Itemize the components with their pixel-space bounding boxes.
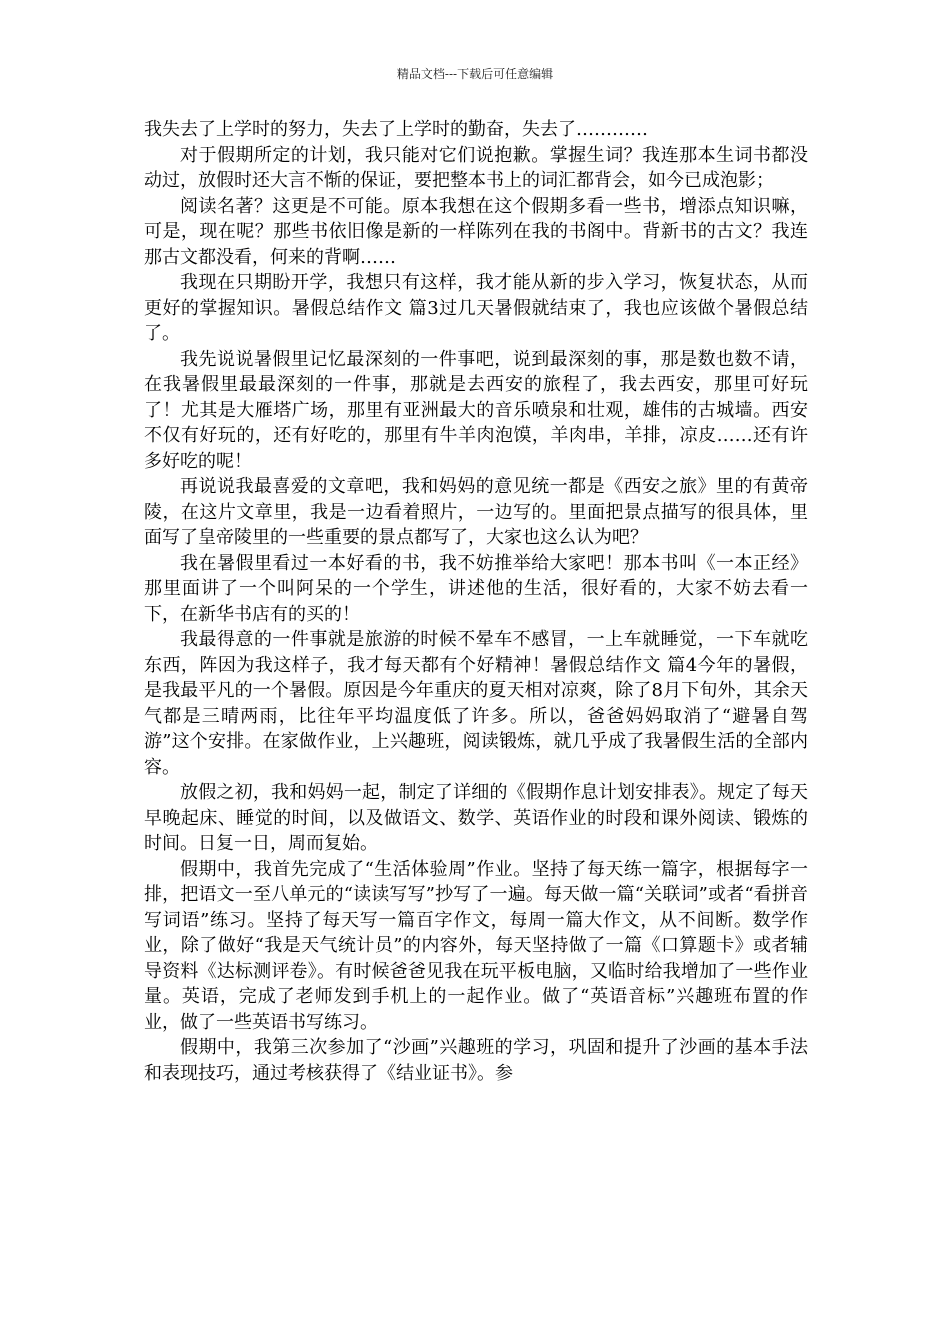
paragraph: 阅读名著？这更是不可能。原本我想在这个假期多看一些书，增添点知识嘛，可是，现在呢？那些书依旧像是新的一样陈列在我的书阁中。背新书的古文？我连那古文都没看，何来的背啊…… xyxy=(144,195,808,268)
document-body xyxy=(144,117,808,1086)
paragraph: 放假之初，我和妈妈一起，制定了详细的《假期作息计划安排表》。规定了每天早晚起床、睡觉的时间，以及做语文、数学、英语作业的时段和课外阅读、锻炼的时间。日复一日，周而复始。 xyxy=(144,782,808,854)
paragraph: 假期中，我首先完成了“生活体验周”作业。坚持了每天练一篇字，根据每字一排，把语文一至八单元的“读读写写”抄写了一遍。每天做一篇“关联词”或者“看拼音写词语”练习。坚持了每天写一篇百字作文，每周一篇大作文，从不间断。数学作业，除了做好“我是天气统计员”的内容外，每天坚持做了一篇《口算题卡》或者辅导资料《达标测评卷》。有时候爸爸见我在玩平板电脑，又临时给我增加了一些作业量。英语，完成了老师发到手机上的一起作业。做了“英语音标”兴趣班布置的作业，做了一些英语书写练习。 xyxy=(144,858,808,1033)
paragraph: 我在暑假里看过一本好看的书，我不妨推举给大家吧！那本书叫《一本正经》那里面讲了一个叫阿呆的一个学生，讲述他的生活，很好看的，大家不妨去看一下，在新华书店有的买的！ xyxy=(144,552,808,625)
paragraph: 假期中，我第三次参加了“沙画”兴趣班的学习，巩固和提升了沙画的基本手法和表现技巧，通过考核获得了《结业证书》。参 xyxy=(144,1037,808,1084)
paragraph: 我最得意的一件事就是旅游的时候不晕车不感冒，一上车就睡觉，一下车就吃东西，阵因为我这样子，我才每天都有个好精神！暑假总结作文 篇4今年的暑假，是我最平凡的一个暑假。原因是今年重庆的夏天相对凉爽，除了8月下旬外，其余天气都是三晴两雨，比往年平均温度低了许多。所以，爸爸妈妈取消了“避暑自驾游”这个安排。在家做作业，上兴趣班，阅读锻炼，就几乎成了我暑假生活的全部内容。 xyxy=(144,629,808,778)
paragraph: 再说说我最喜爱的文章吧，我和妈妈的意见统一都是《西安之旅》里的有黄帝陵，在这片文章里，我是一边看着照片，一边写的。里面把景点描写的很具体，里面写了皇帝陵里的一些重要的景点都写了，大家也这么认为吧？ xyxy=(144,476,808,548)
paragraph: 我先说说暑假里记忆最深刻的一件事吧，说到最深刻的事，那是数也数不请，在我暑假里最最深刻的一件事，那就是去西安的旅程了，我去西安，那里可好玩了！尤其是大雁塔广场，那里有亚洲最大的音乐喷泉和壮观，雄伟的古城墙。西安不仅有好玩的，还有好吃的，那里有牛羊肉泡馍，羊肉串，羊排，凉皮……还有许多好吃的呢！ xyxy=(144,348,808,472)
paragraph: 对于假期所定的计划，我只能对它们说抱歉。掌握生词？我连那本生词书都没动过，放假时还大言不惭的保证，要把整本书上的词汇都背会，如今已成泡影； xyxy=(144,144,808,191)
paragraph-continuation: 我失去了上学时的努力，失去了上学时的勤奋，失去了………… xyxy=(144,119,648,140)
page-header: 精品文档---下载后可任意编辑 xyxy=(396,67,554,81)
paragraph: 我现在只期盼开学，我想只有这样，我才能从新的步入学习，恢复状态，从而更好的掌握知识。暑假总结作文 篇3过几天暑假就结束了，我也应该做个暑假总结了。 xyxy=(144,272,808,344)
